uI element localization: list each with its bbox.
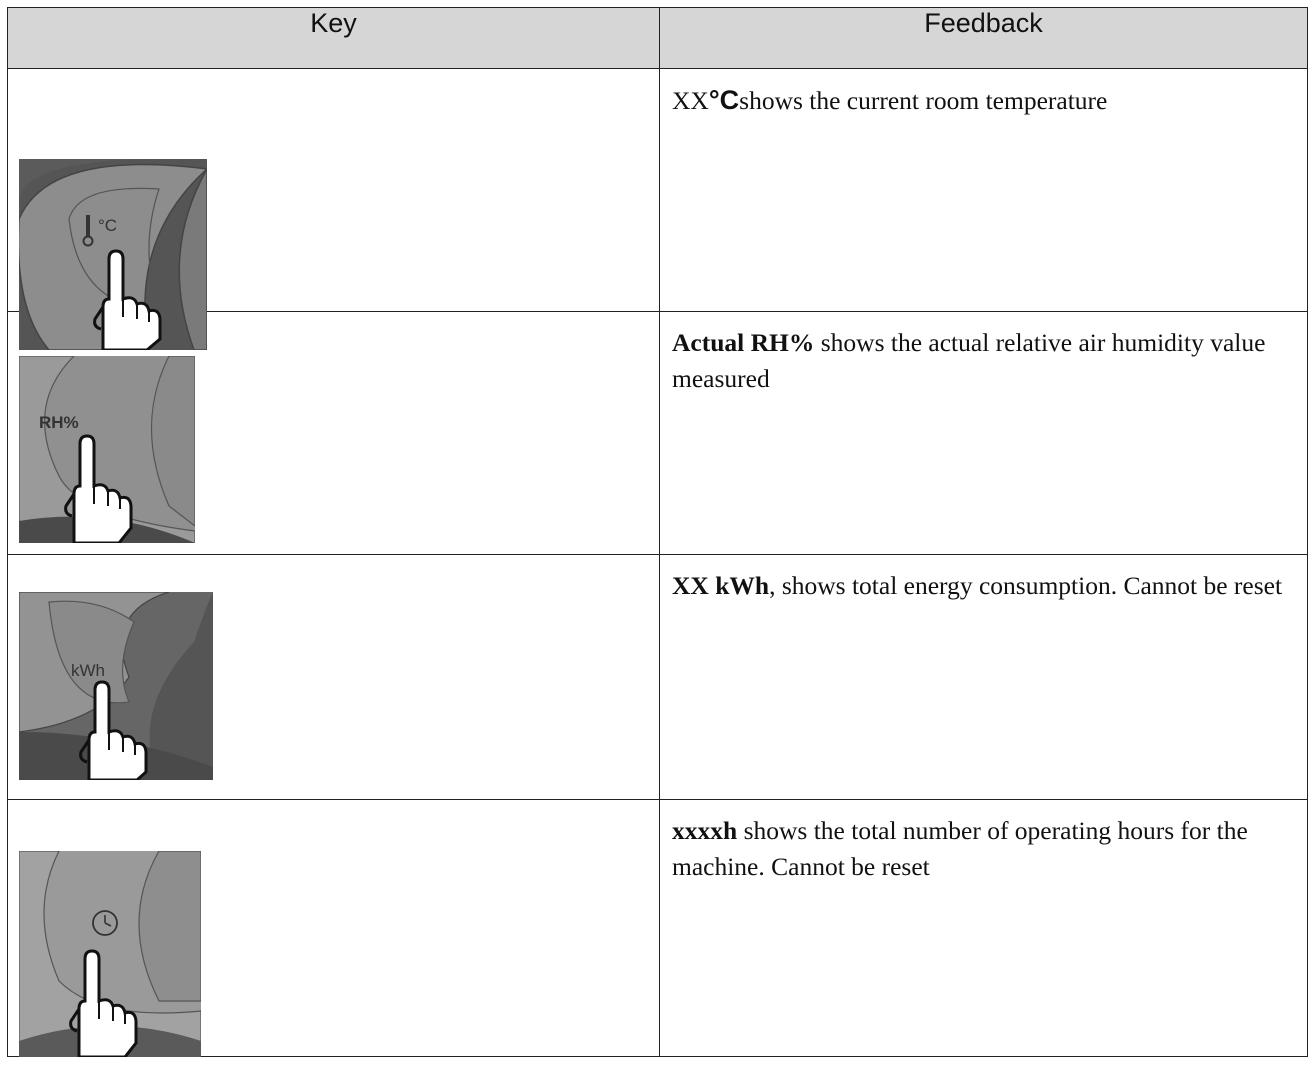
- feedback-cell: [660, 312, 1308, 555]
- table-row: [8, 800, 1308, 1057]
- svg-text:°C: °C: [98, 216, 118, 235]
- svg-text:kWh: kWh: [71, 661, 105, 680]
- feedback-text: xxxxh shows the total number of operating hours for the machine. Cannot be reset: [672, 816, 1248, 881]
- feedback-cell: [660, 800, 1308, 1057]
- energy-kwh-key-icon: [19, 592, 213, 780]
- key-cell: [8, 312, 660, 555]
- column-header-key: Key: [8, 8, 660, 69]
- key-cell: [8, 69, 660, 312]
- table-row: [8, 69, 1308, 312]
- svg-text:RH%: RH%: [39, 413, 79, 432]
- key-cell: [8, 800, 660, 1057]
- key-feedback-table: [7, 7, 1308, 1057]
- feedback-text: XX kWh, shows total energy consumption. Cannot be reset: [672, 571, 1283, 600]
- feedback-text: XX°Cshows the current room temperature: [672, 85, 1108, 115]
- table-row: [8, 555, 1308, 800]
- feedback-cell: [660, 555, 1308, 800]
- table-row: [8, 312, 1308, 555]
- clock-hours-key-icon: [19, 851, 201, 1057]
- feedback-cell: [660, 69, 1308, 312]
- relative-humidity-key-icon: [19, 356, 195, 543]
- feedback-text: Actual RH% shows the actual relative air humidity value measured: [672, 328, 1266, 393]
- key-cell: [8, 555, 660, 800]
- column-header-feedback: Feedback: [660, 8, 1308, 69]
